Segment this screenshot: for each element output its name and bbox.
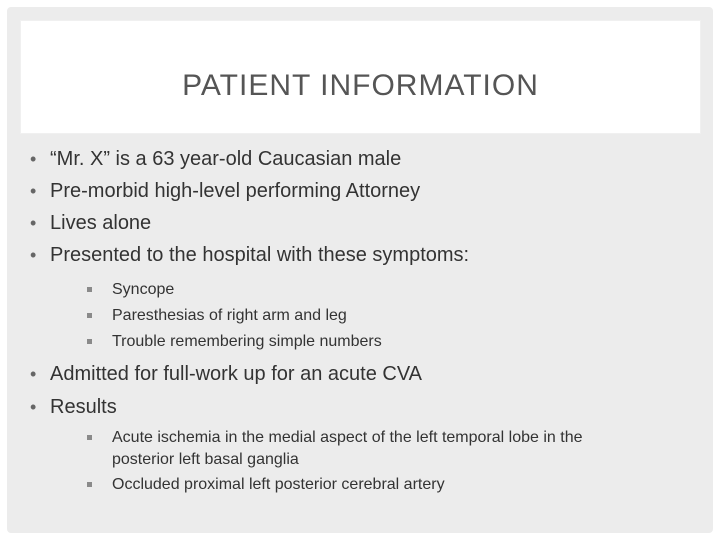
bullet-text: “Mr. X” is a 63 year-old Caucasian male [50,148,402,170]
bullet-dot: • [30,245,37,265]
square-bullet-icon [87,313,92,318]
sub-bullet-text: Acute ischemia in the medial aspect of the left temporal lobe in the [112,429,583,446]
sub-bullet-text: Syncope [112,281,175,298]
square-bullet-icon [87,339,92,344]
sub-bullet-text: Trouble remembering simple numbers [112,333,382,350]
square-bullet-icon [87,482,92,487]
sub-bullet-text: Paresthesias of right arm and leg [112,307,347,324]
sub-bullet-text: Occluded proximal left posterior cerebral artery [112,476,445,493]
bullet-text: Presented to the hospital with these symptoms: [50,244,470,266]
bullet-dot: • [30,397,37,417]
square-bullet-icon [87,435,92,440]
bullet-text: Lives alone [50,212,152,234]
bullet-text: Pre-morbid high-level performing Attorney [50,180,421,202]
bullet-dot: • [30,181,37,201]
square-bullet-icon [87,287,92,292]
slide-title: PATIENT INFORMATION [182,69,539,102]
bullet-dot: • [30,364,37,384]
bullet-text: Results [50,396,117,418]
slide-content [7,7,713,533]
sub-bullet-text: posterior left basal ganglia [112,451,299,468]
bullet-dot: • [30,213,37,233]
bullet-text: Admitted for full-work up for an acute CVA [50,363,423,385]
slide [7,7,713,533]
bullet-dot: • [30,149,37,169]
